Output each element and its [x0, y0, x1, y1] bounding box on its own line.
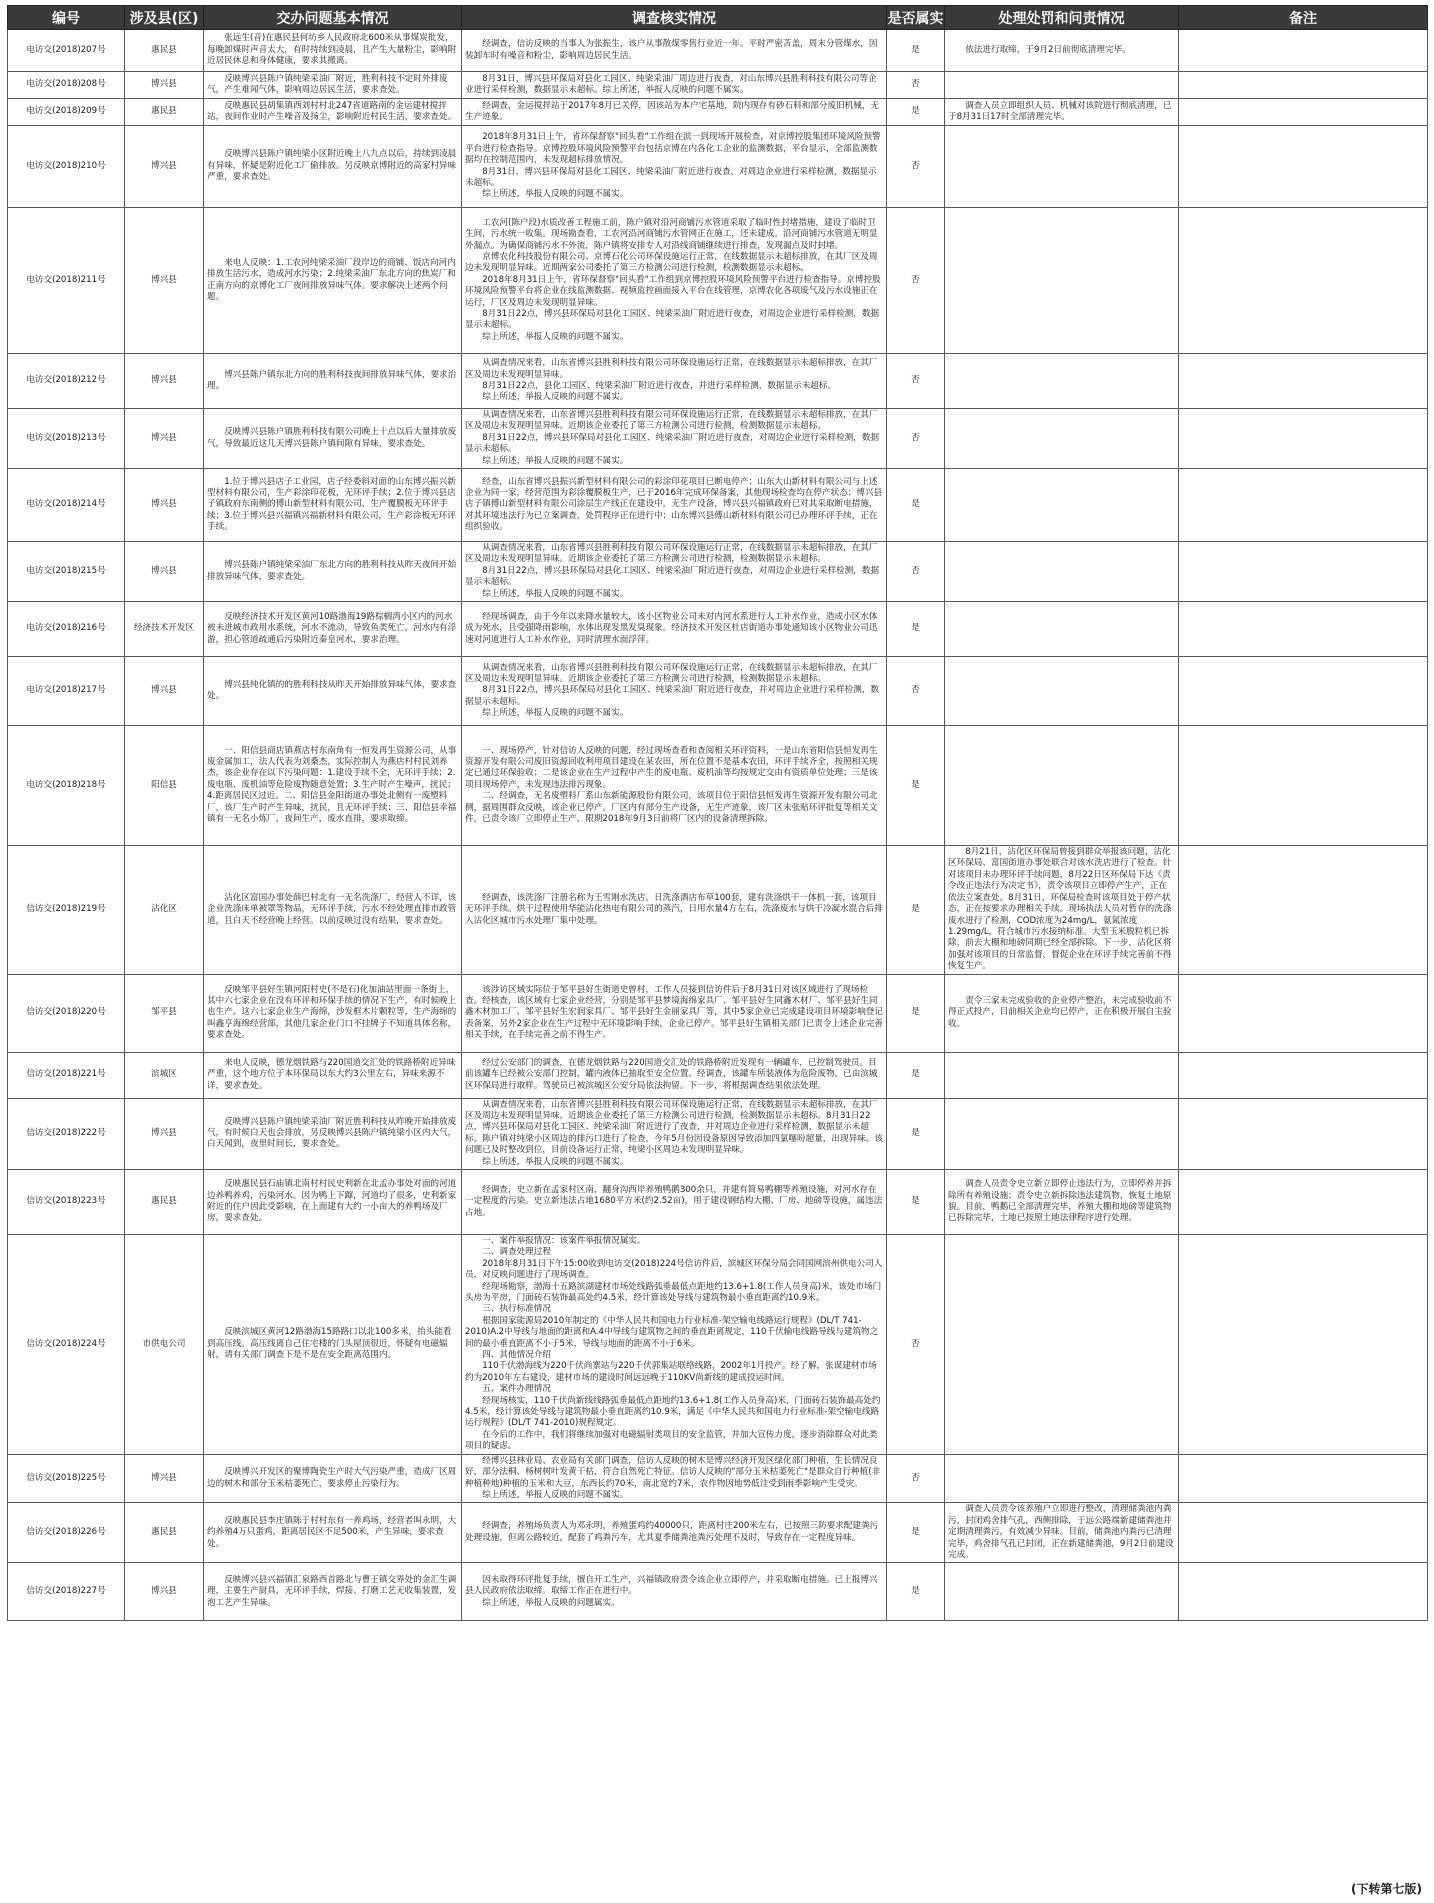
county: 博兴县 — [125, 1098, 204, 1169]
issue-text: 反映博兴开发区的聚博陶瓷生产时大气污染严重，造成厂区周边的树木和部分玉米枯萎死亡，要求停止污染行为。 — [207, 1467, 457, 1489]
table-row — [8, 1052, 1428, 1098]
table-row — [8, 542, 1428, 602]
investigation-paragraph: 一、现场停产，针对信访人反映的问题，经过现场查看和查阅相关环评资料，一是山东省阳信县恒发再生资源开发有限公司废旧资源回收利用项目建设在某农田，所在位置不是基本农田，环评手续齐全，按照相关规定已通过环保验收；二是该企业在生产过程中产生的废电瓶、废机油等均按规定交由有资质单位处理；三是该项目现场停产，未发现违法排污现象。 — [465, 745, 878, 790]
case-id: 信访交(2018)223号 — [8, 1169, 125, 1234]
remark — [1179, 30, 1428, 72]
is-true: 是 — [887, 1052, 945, 1098]
investigation-findings — [462, 1052, 887, 1098]
continued-note: (下转第七版) — [1351, 1882, 1422, 1896]
county: 阳信县 — [125, 726, 204, 846]
investigation-paragraph: 2018年8月31日上午，省环保督察"回头看"工作组到京博控股环境风险预警平台进行检查指导。京博控股环境风险预警平台将企业在线监测数据、视频监控画面接入平台在线管理，京博农化各项废气及污水设施正在运行，厂区及周边未发现明显异味。 — [465, 274, 881, 308]
investigation-paragraph: 综上所述，举报人反映的问题不属实。 — [482, 1156, 629, 1167]
is-true: 否 — [887, 657, 945, 726]
action-text: 调查人员责令该养殖户立即进行整改，清理储粪池内粪污，封闭鸡舍排气孔，西侧排除，于远公路端新建储粪池并定期清理粪污，有效减少异味。目前，储粪池内粪污已清理完毕，鸡舍排气孔已封闭，正在新建储粪池，9月2日前建设完成。 — [948, 1504, 1174, 1560]
investigation-paragraph: 一、案件举报情况：该案件举报情况属实。 — [482, 1235, 646, 1246]
handling-action — [945, 1454, 1179, 1503]
action-text: 责令三家未完成验收的企业停产整治，未完成验收前不得正式投产，目前相关企业均已停产，正在积极开展自主验收。 — [948, 995, 1172, 1029]
is-true: 否 — [887, 126, 945, 208]
table-row — [8, 469, 1428, 542]
investigation-paragraph: 从调查情况来看，山东省博兴县胜利科技有限公司环保设施运行正常，在线数据显示未超标排放，在其厂区及周边未发现明显异味。近期该企业委托了第三方检测公司进行检测，检测数据显示未超标。 — [465, 662, 878, 684]
is-true: 是 — [887, 469, 945, 542]
investigation-table — [7, 5, 1428, 1621]
investigation-paragraph: 经调查，史立新在孟家村区南，翻身沟西岸养殖鸭鹅300余只，并建有简易鸭棚等养殖设施，对河水存在一定程度的污染。史立新违法占地1680平方米(约2.52亩)，用于建设钢结构大棚、厂房、地磅等设施，属违法占地。 — [465, 1184, 883, 1218]
case-id: 电访交(2018)217号 — [8, 657, 125, 726]
remark — [1179, 208, 1428, 354]
investigation-paragraph: 经现场调查，由于今年以来降水量较大，该小区物业公司未对内河水系进行人工补水作业，造成小区水体成为死水，且受强降雨影响，水体出现发黑发臭现象。经济技术开发区杜店街道办事处通知该小区物业公司迅速对河道进行人工补水作业，同时清理水面浮萍。 — [465, 611, 878, 645]
handling-action — [945, 1052, 1179, 1098]
investigation-paragraph: 综上所述，举报人反映的问题不属实。 — [482, 331, 629, 342]
county: 博兴县 — [125, 542, 204, 602]
issue-description — [204, 1563, 462, 1621]
investigation-paragraph: 五、案件办理情况 — [482, 1384, 551, 1395]
investigation-findings — [462, 974, 887, 1052]
issue-text: 反映滨城区黄河12路渤海15路路口以北100多米，抬头能看到高压线。高压线离自己住宅楼的门头屋顶很近，怀疑有电磁辐射，请有关部门调查下是不是在安全距离范围内。 — [207, 1327, 452, 1361]
investigation-paragraph: 综上所述，举报人反映的问题属实。 — [482, 1597, 620, 1608]
handling-action — [945, 1563, 1179, 1621]
header-issue: 交办问题基本情况 — [204, 6, 462, 30]
remark — [1179, 1098, 1428, 1169]
handling-action — [945, 99, 1179, 126]
is-true: 否 — [887, 354, 945, 409]
is-true: 是 — [887, 1563, 945, 1621]
investigation-findings — [462, 208, 887, 354]
case-id: 电访交(2018)211号 — [8, 208, 125, 354]
remark — [1179, 1503, 1428, 1563]
case-id: 信访交(2018)219号 — [8, 846, 125, 974]
case-id: 信访交(2018)220号 — [8, 974, 125, 1052]
investigation-paragraph: 在今后的工作中，我们将继续加强对电磁辐射类项目的安全监管，并加大宣传力度，逐步消除群众对此类项目的疑虑。 — [465, 1429, 878, 1452]
investigation-paragraph: 综上所述，举报人反映的问题不属实。 — [482, 392, 629, 403]
investigation-paragraph: 从调查情况来看，山东省博兴县胜利科技有限公司环保设施运行正常，在线数据显示未超标排放，在其厂区及周边未发现明显异味。近期该企业委托了第三方检测公司进行检测，检测数据显示未超标。8月31日22点，博兴县环保局对县化工园区、纯梁采油厂附近进行了夜查，并对周边企业进行采样检测，数据显示未超标。陈户镇对纯梁小区周边的排污口进行了检查，今年5月份因设备原因导致添加四氯噻吩超量，出现异味。该问题已及时整改到位，目前设备运行正常，纯梁小区周边未发现明显异味。 — [465, 1099, 883, 1156]
table-row — [8, 72, 1428, 99]
investigation-findings — [462, 846, 887, 974]
issue-text: 博兴县陈户镇纯梁采油厂东北方向的胜利科技从昨天夜间开始排放异味气体，要求查处。 — [207, 560, 457, 582]
investigation-paragraph: 8月31日22点，博兴县环保局对县化工园区、纯梁采油厂附近进行夜查，对周边企业进行采样检测，数据显示未超标。 — [465, 309, 880, 331]
table-row — [8, 846, 1428, 974]
investigation-paragraph: 从调查情况来看，山东省博兴县胜利科技有限公司环保设施运行正常，在线数据显示未超标排放，在其厂区及周边未发现明显异味。近期该企业委托了第三方检测公司进行检测，检测数据显示未超标。 — [465, 410, 878, 432]
issue-text: 反映惠民县石庙镇北南村村民史利新在北孟办事处对面的河道边养鸭养鸡，污染河水。因为鸭上下蹿，河道均了很多，史利新家附近的住户因此受影响，在上面建有大约一小亩大的养鸭场及厂房，要求查处。 — [207, 1179, 457, 1224]
county: 惠民县 — [125, 1503, 204, 1563]
issue-description — [204, 726, 462, 846]
remark — [1179, 99, 1428, 126]
handling-action — [945, 542, 1179, 602]
issue-description — [204, 602, 462, 657]
issue-text: 反映惠民县李庄镇陈于村村东有一养鸡场，经营者叫永明，大约养殖4万只蛋鸡，距离居民区不足500米，产生异味，要求查处。 — [207, 1515, 457, 1549]
investigation-findings — [462, 602, 887, 657]
remark — [1179, 1454, 1428, 1503]
county: 经济技术开发区 — [125, 602, 204, 657]
is-true: 是 — [887, 1098, 945, 1169]
case-id: 信访交(2018)227号 — [8, 1563, 125, 1621]
remark — [1179, 126, 1428, 208]
investigation-paragraph: 经过公安部门的调查，在德龙烟铁路与220国道交汇处的铁路桥附近发现有一辆罐车，已控制驾驶员。目前该罐车已经被公安部门控制，罐内液体已抽取至安全位置。经调查，该罐车所装液体为危险废物，已由滨城区环保局进行取样。驾驶员已被滨城区公安分局依法拘留。下一步，将根据调查结果依法处理。 — [465, 1057, 878, 1091]
investigation-findings — [462, 1563, 887, 1621]
investigation-paragraph: 京博农化科技股份有限公司、京博石化公司环保设施运行正常，在线数据显示未超标排放，在其厂区及周边未发现明显异味。近期两家公司委托了第三方检测公司进行检测，检测数据显示未超标。 — [465, 251, 878, 274]
investigation-findings — [462, 542, 887, 602]
investigation-findings — [462, 1503, 887, 1563]
header-county: 涉及县(区) — [125, 6, 204, 30]
case-id: 电访交(2018)213号 — [8, 409, 125, 469]
action-text: 调查人员责令史立新立即停止违法行为，立即停养并拆除所有养殖设施；责令史立新拆除违法建筑物，恢复土地原貌。目前，鸭鹅已全部清理完毕，养殖大棚和地磅等建筑物已拆除完毕，土地已按照土地法律程序进行处理。 — [948, 1179, 1172, 1224]
remark — [1179, 657, 1428, 726]
case-id: 电访交(2018)216号 — [8, 602, 125, 657]
is-true: 否 — [887, 72, 945, 99]
county: 博兴县 — [125, 72, 204, 99]
investigation-paragraph: 二、经调查，无名废塑料厂系山东新能源股份有限公司，该项目位于阳信县恒发再生资源开发有限公司北侧，据周围群众反映，该企业已停产。厂区内有部分生产设备，无生产迹象，该厂区未张贴环评批复等相关文件，已责令该厂立即停止生产，限期2018年9月3日前将厂区内的设备清理拆除。 — [465, 791, 878, 825]
issue-description — [204, 542, 462, 602]
investigation-paragraph: 8月31日22点，博兴县环保局对县化工园区、纯梁采油厂附近进行夜查，对周边企业进行采样检测，数据显示未超标。 — [465, 565, 880, 588]
action-text: 8月21日，沾化区环保局曾接到群众举报该问题，沾化区环保局、富国街道办事处联合对该水洗店进行了检查。针对该项目未办理环评手续问题，8月22日区环保局下达《责令改正违法行为决定书》，责令该项目立即停产生产，正在依法立案查处。8月31日，环保局检查时该项目处于停产状态，正在按要求办理相关手续。现场执法人员对暂存的洗涤废水进行了检测，COD浓度为24mg/L，氨氮浓度1.29mg/L，符合城市污水接纳标准。大型玉米脱粒机已拆除，前去大棚和地磅同期已经全部拆除。下一步，沾化区将加强对该项目的日常监督，督促企业在环评手续完善前不得恢复生产。 — [948, 847, 1172, 972]
table-row — [8, 409, 1428, 469]
remark — [1179, 469, 1428, 542]
header-belong: 是否属实 — [887, 6, 945, 30]
investigation-paragraph: 经调查，金运搅拌站于2017年8月已关停，因该站为本户宅基地，院内现存有砂石料和部分废旧机械，无生产迹象。 — [465, 100, 880, 122]
investigation-findings — [462, 1169, 887, 1234]
handling-action — [945, 409, 1179, 469]
county: 惠民县 — [125, 30, 204, 72]
handling-action — [945, 846, 1179, 974]
investigation-findings — [462, 409, 887, 469]
table-row — [8, 657, 1428, 726]
handling-action — [945, 1503, 1179, 1563]
remark — [1179, 409, 1428, 469]
remark — [1179, 1234, 1428, 1454]
investigation-paragraph: 110千伏渤海线为220千伏尚寨站与220千伏郭集站联络线路，2002年1月投产。经了解，张谋建材市场约为2010年左右建设，建材市场的建设时间远远晚于110KV尚新线的建成投运时间。 — [465, 1361, 877, 1383]
table-row — [8, 1503, 1428, 1563]
investigation-paragraph: 8月31日，博兴县环保局对县化工园区、纯梁采油厂周边进行夜查，对山东博兴县胜利科技有限公司等企业进行采样检测，数据显示未超标。综上所述，举报人反映的问题不属实。 — [465, 73, 877, 95]
table-row — [8, 974, 1428, 1052]
county: 邹平县 — [125, 974, 204, 1052]
investigation-paragraph: 8月31日22点，博兴县环保局对县化工园区、纯梁采油厂附近进行夜查，并对周边企业进行采样检测，数据显示未超标。 — [465, 685, 880, 707]
issue-description — [204, 1052, 462, 1098]
issue-text: 反映惠民县胡集镇西刘村村北247省道路南的金运建材搅拌站，夜间作业时产生噪音及扬尘，影响附近村民生活，要求查处。 — [207, 100, 457, 122]
investigation-paragraph: 经博兴县林业局、农业局有关部门调查，信访人反映的树木是博兴经济开发区绿化部门种植，生长情况良好，部分法桐、杨树树叶发黄干枯，符合自然死亡特征。信访人反映的"部分玉米枯萎死亡"是群众自行种植(非种植种地)种植的玉米和大豆，东西长约70米，南北宽约7米，农作物因地势低洼受到雨季影响产生受灾。 — [465, 1455, 881, 1489]
issue-description — [204, 409, 462, 469]
issue-description — [204, 72, 462, 99]
is-true: 否 — [887, 542, 945, 602]
investigation-paragraph: 经现场勘察，渤海十五路滨湖建材市场处线路弧垂最低点距地约13.6+1.8(工作人员身高)米，该处市场门头房为平房，门面砖石装饰最高处约4.5米，经计算该处导线与建筑物最小垂直距离约10.9米。 — [465, 1281, 882, 1303]
is-true: 否 — [887, 1234, 945, 1454]
remark — [1179, 602, 1428, 657]
issue-description — [204, 1503, 462, 1563]
action-text: 依法进行取缔，于9月2日前彻底清理完毕。 — [965, 44, 1131, 55]
table-row — [8, 602, 1428, 657]
is-true: 是 — [887, 726, 945, 846]
issue-text: 反映博兴县陈户镇胜利科技有限公司晚上十点以后大量排放废气，导致最近这几天博兴县陈户镇间隙有异味，要求查处。 — [207, 427, 457, 449]
issue-description — [204, 1234, 462, 1454]
investigation-findings — [462, 1454, 887, 1503]
is-true: 否 — [887, 409, 945, 469]
issue-description — [204, 208, 462, 354]
table-row — [8, 1454, 1428, 1503]
is-true: 是 — [887, 99, 945, 126]
case-id: 电访交(2018)215号 — [8, 542, 125, 602]
county: 博兴县 — [125, 126, 204, 208]
county: 沾化区 — [125, 846, 204, 974]
issue-description — [204, 657, 462, 726]
table-row — [8, 1563, 1428, 1621]
investigation-paragraph: 8月31日22点，博兴县环保局对县化工园区、纯梁采油厂附近进行夜查，对周边企业进行采样检测，数据显示未超标。 — [465, 432, 880, 455]
investigation-paragraph: 三、执行标准情况 — [482, 1304, 551, 1315]
investigation-paragraph: 综上所述，举报人反映的问题不属实。 — [482, 189, 629, 200]
investigation-paragraph: 根据国家能源局2010年制定的《中华人民共和国电力行业标准-架空输电线路运行规程》(DL/T 741-2010)A.2中导线与地面的距离和A.4中导线与建筑物之间的垂直距离规定，110千伏输电线路导线与建筑物之间的最小垂直距离不小于5米，导线与地面的距离不小于6米。 — [465, 1315, 879, 1349]
county: 市供电公司 — [125, 1234, 204, 1454]
case-id: 信访交(2018)222号 — [8, 1098, 125, 1169]
investigation-paragraph: 四、其他情况介绍 — [482, 1350, 551, 1361]
county: 滨城区 — [125, 1052, 204, 1098]
county: 惠民县 — [125, 99, 204, 126]
issue-text: 反映博兴县陈户镇纯梁小区附近晚上八九点以后，持续到凌晨有异味，怀疑是附近化工厂偷排放。另反映京博附近的高家村异味严重，要求查处。 — [207, 149, 457, 183]
issue-text: 反映经济技术开发区黄河10路渤海19路棕榈湾小区内的河水被未进城市政用水系统，河水不流动，导致鱼类死亡，河水内有浮游，担心管道疏通后污染附近秦皇河水，要求治理。 — [207, 611, 457, 645]
county: 博兴县 — [125, 657, 204, 726]
handling-action — [945, 30, 1179, 72]
issue-description — [204, 354, 462, 409]
investigation-paragraph: 因未取得环评批复手续，擅自开工生产，兴福镇政府责令该企业立即停产，并采取断电措施。已上报博兴县人民政府依法取缔。取缔工作正在进行中。 — [465, 1574, 878, 1597]
case-id: 电访交(2018)214号 — [8, 469, 125, 542]
table-row — [8, 1234, 1428, 1454]
issue-text: 来电人反映，德龙烟铁路与220国道交汇处的铁路桥附近异味严重，这个地方位于本环保局以东大约3公里左右，异味来源不详，要求查处。 — [207, 1057, 456, 1091]
case-id: 信访交(2018)224号 — [8, 1234, 125, 1454]
remark — [1179, 846, 1428, 974]
investigation-findings — [462, 469, 887, 542]
table-row — [8, 1169, 1428, 1234]
is-true: 是 — [887, 1503, 945, 1563]
issue-text: 沾化区富国办事处薛巴村北有一无名洗涤厂，经营人不详，该企业洗涤床单被罩等物品，无环评手续，污水不经处理直排市政管道，且白天不经营晚上经营。以前反映过没有结果，要求查处。 — [207, 892, 457, 926]
remark — [1179, 974, 1428, 1052]
header-investigation: 调查核实情况 — [462, 6, 887, 30]
issue-description — [204, 30, 462, 72]
investigation-paragraph: 从调查情况来看，山东省博兴县胜利科技有限公司环保设施运行正常，在线数据显示未超标排放，在其厂区及周边未发现明显异味。 — [465, 358, 878, 380]
handling-action — [945, 657, 1179, 726]
issue-text: 张远生(音)在惠民县何坊乡人民政府北600米从事煤炭批发，每晚卸煤时声音太大，有时持续到凌晨，且产生大量粉尘，影响附近居民休息和身体健康，要求其搬离。 — [207, 33, 457, 67]
county: 博兴县 — [125, 409, 204, 469]
is-true: 是 — [887, 974, 945, 1052]
county: 博兴县 — [125, 354, 204, 409]
issue-description — [204, 99, 462, 126]
table-row — [8, 99, 1428, 126]
investigation-paragraph: 从调查情况来看，山东省博兴县胜利科技有限公司环保设施运行正常，在线数据显示未超标排放，在其厂区及周边未发现明显异味。近期该企业委托了第三方检测公司进行检测，检测数据显示未超标。 — [465, 543, 878, 565]
issue-text: 博兴县陈户镇东北方向的胜利科技夜间排放异味气体，要求治理。 — [207, 369, 457, 391]
issue-text: 反映博兴县陈户镇纯梁采油厂附近，胜利科技不定时外排废气，产生难闻气体，影响周边居民生活，要求查处。 — [207, 73, 448, 95]
is-true: 否 — [887, 208, 945, 354]
table-row — [8, 1098, 1428, 1169]
investigation-findings — [462, 30, 887, 72]
investigation-findings — [462, 126, 887, 208]
issue-text: 反映邹平县好生镇河阳村史(不是石)化加油站里面一条街上，其中六七家企业在没有环评和环保手续的情况下生产，有时候晚上也生产。这六七家企业生产海绵，沙发框木片颗粒等，生产海绵的叫鑫亨海绵经营部，其他几家企业门口不挂牌子不知道具体名称，要求查处。 — [207, 984, 457, 1041]
issue-text: 反映博兴县兴福镇汇泉路西首路北与曹王镇交界处的金汇生调理，主要生产厨具，无环评手续，焊接、打磨工艺无收集装置，发泡工艺产生异味。 — [207, 1574, 457, 1608]
case-id: 电访交(2018)212号 — [8, 354, 125, 409]
handling-action — [945, 602, 1179, 657]
investigation-findings — [462, 726, 887, 846]
remark — [1179, 1563, 1428, 1621]
handling-action — [945, 726, 1179, 846]
investigation-findings — [462, 72, 887, 99]
handling-action — [945, 1234, 1179, 1454]
investigation-paragraph: 经调查，养殖场负责人为邓永明，养殖蛋鸡约40000只，距离村庄200米左右，已按照三防要求配建粪污处理设施，但离公路较近，配套了鸡粪污车，尤其夏季储粪池粪污处理不及时，导致存在一定程度异味。 — [465, 1521, 879, 1543]
investigation-paragraph: 综上所述，举报人反映的问题不属实。 — [482, 708, 629, 719]
issue-description — [204, 1454, 462, 1503]
investigation-paragraph: 工农河(陈户段)水质改善工程施工前，陈户镇对沿河商铺污水管道采取了临时性封堵措施，建设了临时卫生间，污水统一收集。现场勘查看，工农河沿河商铺污水管网正在施工，还未建成。沿河商铺污水管道无明显外漏点。为确保商铺污水不外流，陈户镇将安排专人对沿线商铺继续进行排查，发现漏点及时封堵。 — [465, 217, 878, 251]
issue-description — [204, 469, 462, 542]
header-row — [8, 6, 1428, 30]
handling-action — [945, 208, 1179, 354]
case-id: 信访交(2018)225号 — [8, 1454, 125, 1503]
investigation-findings — [462, 99, 887, 126]
remark — [1179, 726, 1428, 846]
is-true: 是 — [887, 1169, 945, 1234]
county: 博兴县 — [125, 1563, 204, 1621]
action-text: 调查人员立即组织人员、机械对该院进行彻底清理，已于8月31日17时全部清理完毕。 — [948, 100, 1172, 122]
table-row — [8, 126, 1428, 208]
issue-description — [204, 846, 462, 974]
investigation-paragraph: 综上所述，举报人反映的问题不属实。 — [482, 455, 629, 466]
case-id: 电访交(2018)209号 — [8, 99, 125, 126]
handling-action — [945, 126, 1179, 208]
investigation-paragraph: 经查，山东省博兴县振兴新型材料有限公司的彩涂印花项目已断电停产；山东大山新材料有限公司与上述企业为同一家，经营范围为彩涂覆膜板生产，已于2016年完成环保备案，其他现场检查均在停产状态；博兴县店子镇傅山新型材料有限公司涂层生产线正在建设中，无生产设备，博兴县兴福镇政府已对其采取断电措施，对其环境违法行为已立案调查，处罚程序正在进行中；山东博兴县傅山新材料有限公司已办理环评手续，正在组织验收。 — [465, 476, 883, 533]
handling-action — [945, 974, 1179, 1052]
is-true: 是 — [887, 602, 945, 657]
table-body — [8, 30, 1428, 1621]
header-action: 处理处罚和问责情况 — [945, 6, 1179, 30]
remark — [1179, 542, 1428, 602]
investigation-findings — [462, 657, 887, 726]
is-true: 是 — [887, 846, 945, 974]
investigation-paragraph: 二、调查处理过程 — [482, 1247, 551, 1258]
investigation-findings — [462, 1098, 887, 1169]
table-row — [8, 208, 1428, 354]
investigation-paragraph: 8月31日，博兴县环保局对县化工园区、纯梁采油厂附近进行夜查，对周边企业进行采样检测，数据显示未超标。 — [465, 166, 877, 188]
issue-text: 1.位于博兴县店子工业园，店子经委斜对面的山东博兴振兴新型材料有限公司，生产彩涂印花板，无环评手续；2.位于博兴县店子镇政府东南侧的傅山新型材料有限公司，生产覆膜板无环评手续；3.位于博兴县兴福镇兴福新材料有限公司，生产彩涂板无环评手续。 — [207, 476, 456, 533]
investigation-findings — [462, 1234, 887, 1454]
issue-description — [204, 126, 462, 208]
issue-description — [204, 974, 462, 1052]
case-id: 信访交(2018)226号 — [8, 1503, 125, 1563]
investigation-paragraph: 综上所述，举报人反映的问题不属实。 — [482, 588, 629, 599]
investigation-paragraph: 2018年8月31日上午，省环保督察"回头看"工作组在滨一到现场开展检查，对京博控股集团环境风险预警平台进行检查指导。京博控股环境风险预警平台包括京博在内各化工企业的监测数据，平台显示，全部监测数据均在控制范围内，未发现超标排放情况。 — [465, 132, 881, 166]
case-id: 电访交(2018)218号 — [8, 726, 125, 846]
table-row — [8, 30, 1428, 72]
handling-action — [945, 354, 1179, 409]
investigation-paragraph: 该涉访区域实际位于邹平县好生街道史曾村，工作人员接到信访件后于8月31日对该区域进行了现场检查。经核查，该区域有七家企业经营，分别是邹平县梦境海绵家具厂、邹平县好生同鑫木材厂、邹平县好生同鑫木材加工厂、邹平县好生宏润家具厂、邹平县好生金丽家具厂等，其中5家企业已完成建设项目环境影响登记表备案，另外2家企业在生产过程中无环境影响手续，企业已停产。邹平县好生镇相关部门已责令上述企业完善相关手续，在手续完善之前不得生产。 — [465, 984, 883, 1041]
county: 博兴县 — [125, 208, 204, 354]
issue-text: 来电人反映：1.工农河纯梁采油厂段岸边的商铺、饭店向河内排放生活污水，造成河水污染；2.纯梁采油厂东北方向的焦炭厂和正南方向的京博化工厂夜间排放异味气体。要求解决上述两个问题。 — [207, 257, 456, 302]
investigation-paragraph: 经现场核实，110千伏尚新线线路弧垂最低点距地约13.6+1.8(工作人员身高)米，门面砖石装饰最高处约4.5米，经计算该处导线与建筑物最小垂直距离约10.9米，满足《中华人民共和国电力行业标准-架空输电线路运行规程》(DL/T 741-2010)规程规定。 — [465, 1395, 881, 1429]
remark — [1179, 1052, 1428, 1098]
is-true: 是 — [887, 30, 945, 72]
investigation-paragraph: 综上所述，举报人反映的问题不属实。 — [482, 1489, 629, 1500]
table-row — [8, 726, 1428, 846]
investigation-paragraph: 经调查，信访反映的当事人为张振生，该户从事散煤零售行业近一年。平时严密苫盖，周末分管煤水，因装卸车时有噪音和粉尘，影响周边居民生活。 — [465, 39, 878, 61]
issue-text: 反映博兴县陈户镇纯梁采油厂附近胜利科技从昨晚开始排放废气，有时候白天也会排放，另反映博兴县陈户镇纯梁小区内大气，白天闻到，夜里时间长，要求查处。 — [207, 1116, 457, 1150]
header-remark: 备注 — [1179, 6, 1428, 30]
case-id: 电访交(2018)208号 — [8, 72, 125, 99]
remark — [1179, 1169, 1428, 1234]
header-id: 编号 — [8, 6, 125, 30]
handling-action — [945, 469, 1179, 542]
case-id: 电访交(2018)207号 — [8, 30, 125, 72]
issue-text: 一、阳信县商店镇燕店村东南角有一恒发再生资源公司，从事废金属加工，法人代表为刘桑杰，实际控制人为燕店村村民刘养杰，该企业存在以下污染问题：1.建设手续不全，无环评手续；2.废电瓶、废机油等危险废物随意处置；3.生产时产生噪声，扰民；4.距离居民区过近。二、阳信县金阳街道办事处北侧有一废塑料厂，该厂生产时产生异味，扰民，且无环评手续；三、阳信县幸福镇有一无名小炼厂，夜间生产，废水直排，要求取缔。 — [207, 745, 457, 825]
handling-action — [945, 72, 1179, 99]
investigation-paragraph: 2018年8月31日下午15:00收到电访交(2018)224号信访件后，滨城区环保分局会同国网滨州供电公司人员，对反映问题进行了现场调查。 — [465, 1258, 883, 1281]
investigation-findings — [462, 354, 887, 409]
issue-text: 博兴县纯化镇的的胜利科技从昨天开始排放异味气体，要求查处。 — [207, 679, 457, 702]
county: 博兴县 — [125, 1454, 204, 1503]
investigation-paragraph: 经调查，该洗涤厂注册名称为王雪刚水洗店，日洗涤酒店布草100套，建有洗涤烘干一体机一套，该项目无环评手续。烘干过程使用华能沾化热电有限公司的蒸汽，日用水量4方左右，洗涤废水与烘干冷凝水混合后排入沾化区城市污水处理厂集中处理。 — [465, 892, 883, 926]
remark — [1179, 72, 1428, 99]
county: 惠民县 — [125, 1169, 204, 1234]
remark — [1179, 354, 1428, 409]
table-row — [8, 354, 1428, 409]
issue-description — [204, 1098, 462, 1169]
is-true: 否 — [887, 1454, 945, 1503]
case-id: 电访交(2018)210号 — [8, 126, 125, 208]
case-id: 信访交(2018)221号 — [8, 1052, 125, 1098]
county: 博兴县 — [125, 469, 204, 542]
handling-action — [945, 1098, 1179, 1169]
issue-description — [204, 1169, 462, 1234]
investigation-paragraph: 8月31日22点，县化工园区、纯梁采油厂附近进行夜查，并进行采样检测，数据显示未超标。 — [482, 381, 837, 391]
handling-action — [945, 1169, 1179, 1234]
